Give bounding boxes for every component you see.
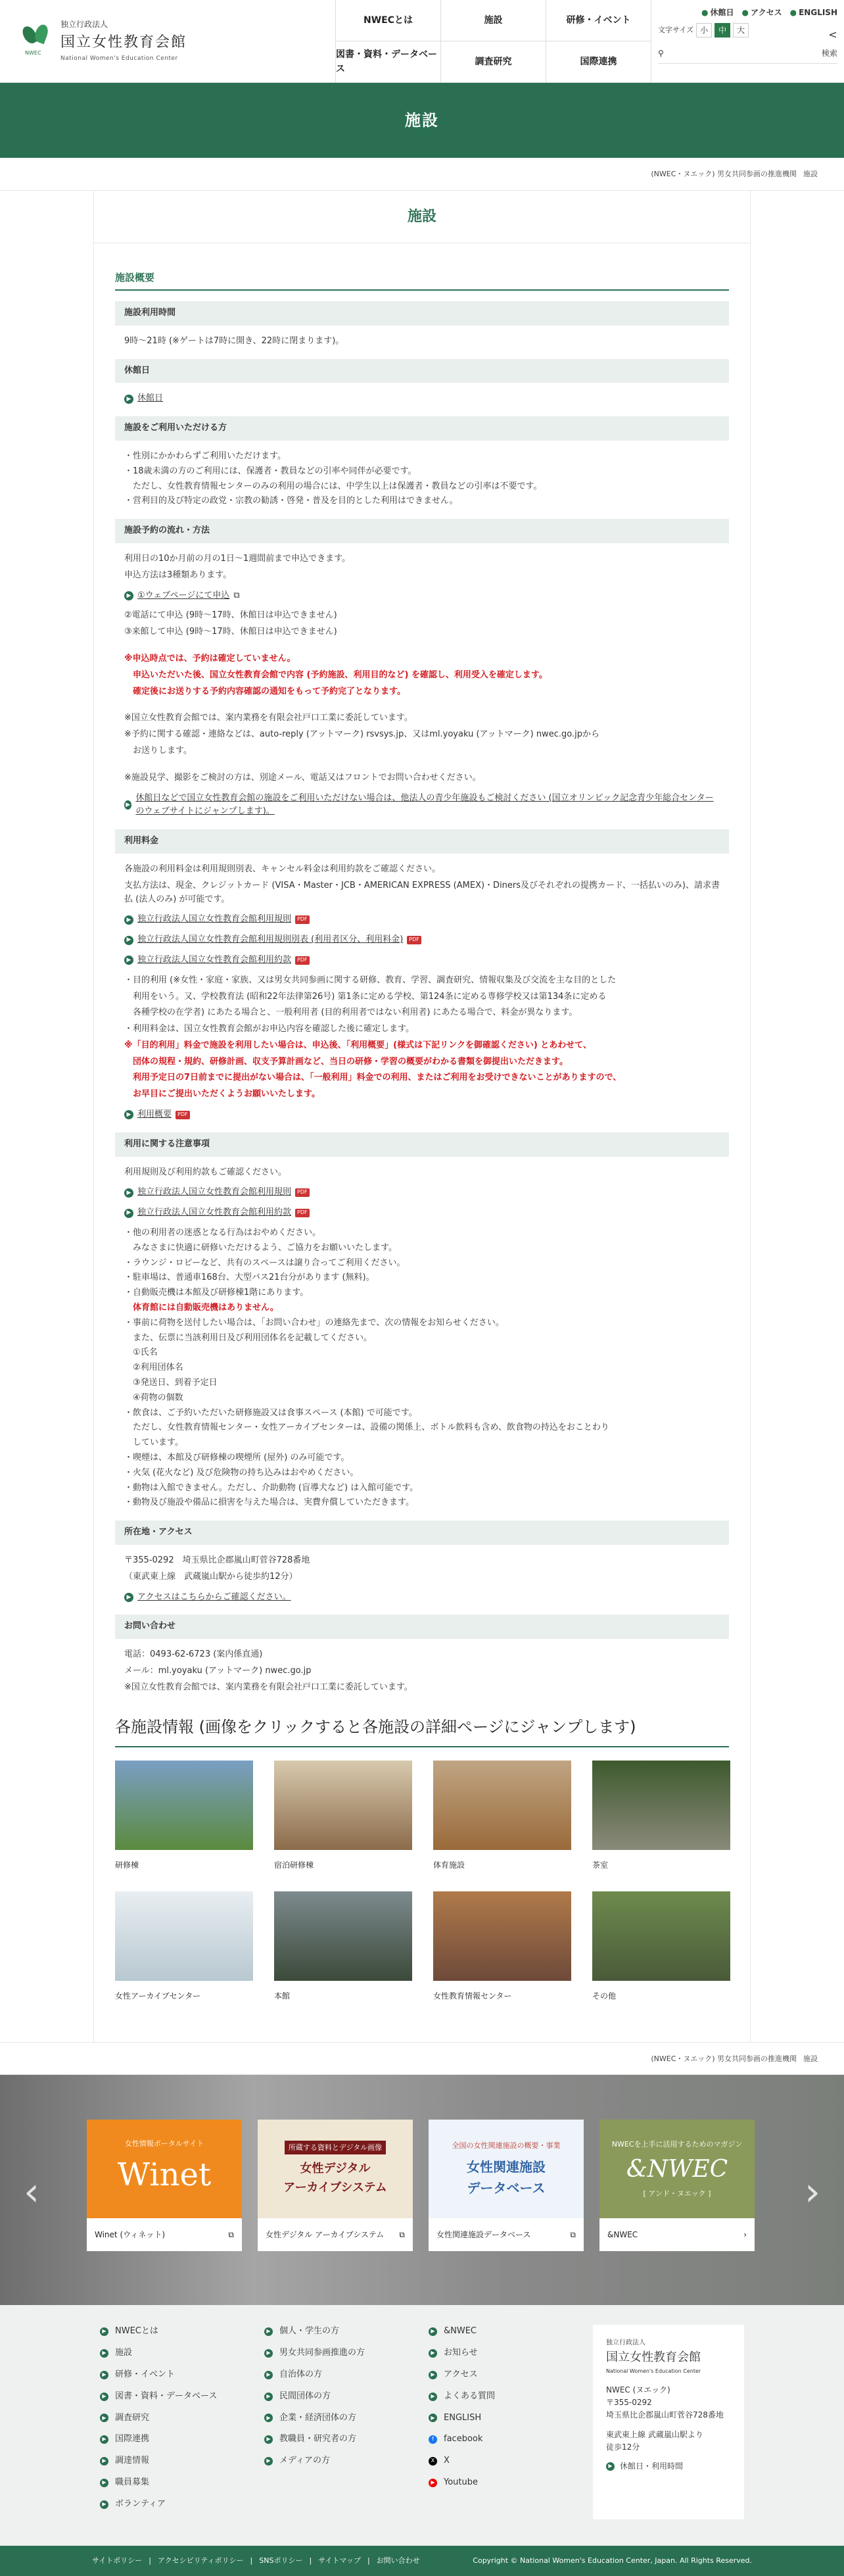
footer-link[interactable]: ▶ 調査研究 [100,2412,264,2425]
footer-link[interactable]: ▶ メディアの方 [264,2454,429,2468]
box-heading: お問い合わせ [115,1615,729,1639]
box-heading: 施設利用時間 [115,301,729,326]
utility-area [651,0,844,82]
text: 申込方法は3種類あります。 [124,570,232,580]
access-link[interactable]: ▶ アクセスはこちらからご確認ください。 [115,1591,729,1605]
site-logo[interactable] [0,0,335,82]
sns-policy-link[interactable]: SNSポリシー [259,2556,303,2565]
external-icon: ⧉ [570,2229,576,2239]
facility-card[interactable]: 体育施設 [433,1761,571,1872]
facility-image [115,1761,253,1850]
search-icon: ⚲ [658,49,664,59]
external-icon: ⧉ [228,2229,234,2239]
footer-link[interactable]: ▶ 企業・経済団体の方 [264,2412,429,2425]
youtube-link[interactable]: ▶ Youtube [429,2476,593,2490]
text: ・利用料金は、国立女性教育会館がお申込内容を確認した後に確定します。 [124,1024,414,1034]
facility-image [115,1891,253,1981]
fee-table-link[interactable]: ▶ 独立行政法人国立女性教育会館利用規則別表 (利用者区分、利用料金) PDF [115,933,729,947]
arrow-icon: ▶ [124,1188,133,1198]
facility-card[interactable]: 研修棟 [115,1761,253,1872]
footer-link[interactable]: ▶ 国際連携 [100,2433,264,2446]
footer-link[interactable]: ▶ 図書・資料・データベース [100,2390,264,2404]
text: 〒355-0292 埼玉県比企郡嵐山町菅谷728番地 [124,1555,310,1565]
search-input[interactable] [668,49,818,59]
text: ②電話にて申込 (9時〜17時、休館日は申込できません) [124,610,337,621]
facilities-heading: 各施設情報 (画像をクリックすると各施設の詳細ページにジャンプします) [115,1714,729,1747]
arrow-icon: ▶ [124,915,133,925]
text: 電話：0493-62-6723 (案内係直通) [124,1649,263,1660]
copyright-bar: サイトポリシー | アクセシビリティポリシー | SNSポリシー | サイトマップ | お問い合わせ Copyright © National Women's Education Center, Japan. All Rights Reserved. [0,2546,844,2576]
sitemap-link[interactable]: サイトマップ [318,2556,361,2565]
pin-icon: ● [741,8,749,17]
footer-closed-link[interactable]: ▶ 休館日・利用時間 [606,2460,731,2473]
notice: ※「目的利用」料金で施設を利用したい場合は、申込後、「利用概要」(様式は下記リンクを御確認ください) とあわせて、 [124,1040,592,1050]
fee-terms-link[interactable]: ▶ 独立行政法人国立女性教育会館利用約款 PDF [115,954,729,967]
footer-link[interactable]: ▶ お知らせ [429,2346,593,2360]
notice: 団体の規程・規約、研修計画、収支予算計画など、当日の研修・学習の概要がわかる書類を御提出いただきます。 [124,1056,568,1067]
share-icon[interactable]: < [828,28,837,41]
util-access-link[interactable]: ● アクセス [741,8,782,17]
arrow-icon: ▶ [124,591,133,600]
banner-facility-db[interactable]: 全国の女性関連施設の概要・事業 女性関連施設 データベース 女性関連施設データベース ⧉ [429,2120,584,2251]
arrow-icon: ▶ [124,1593,133,1602]
notice: ※申込時点では、予約は確定していません。 [124,653,296,664]
footer-link[interactable]: ▶ 職員募集 [100,2476,264,2490]
footer-link[interactable]: ▶ 自治体の方 [264,2368,429,2382]
footer-link[interactable]: ▶ よくある質問 [429,2390,593,2404]
text: ※国立女性教育会館では、案内業務を有限会社戸口工業に委託しています。 [124,713,413,723]
text: 利用日の10か月前の月の1日〜1週間前まで申込できます。 [124,553,351,564]
page-title: 施設 [94,191,750,243]
arrow-icon: ▶ [124,395,133,404]
fontsize-label: 文字サイズ [658,26,694,35]
pdf-icon: PDF [295,1209,310,1217]
page-hero: 施設 [0,83,844,158]
facilities-grid [115,1761,729,2003]
breadcrumb-current: 施設 [803,169,818,178]
arrow-icon: ▶ [124,1209,133,1218]
banner-digital-archive[interactable]: 所蔵する資料とデジタル画像 女性デジタル アーカイブシステム 女性デジタル アーカイブシステム ⧉ [258,2120,413,2251]
util-english-link[interactable]: ● ENGLISH [789,8,837,17]
box-heading: 利用に関する注意事項 [115,1132,729,1157]
search-bar [658,44,837,64]
notes-terms-link[interactable]: ▶ 独立行政法人国立女性教育会館利用約款 PDF [115,1206,729,1220]
footer-link[interactable]: ▶ 研修・イベント [100,2368,264,2382]
pdf-icon: PDF [176,1111,190,1119]
facility-image [274,1761,412,1850]
policy-link[interactable]: サイトポリシー [92,2556,143,2565]
arrow-icon: ▶ [124,936,133,945]
footer-link[interactable]: ▶ 施設 [100,2346,264,2360]
carousel-prev-icon[interactable]: ‹ [24,2169,39,2216]
text: 利用をいう。又、学校教育法 (昭和22年法律第26号) 第1条に定める学校、第124条に定める専修学校又は第134条に定める [124,991,607,1002]
closed-link[interactable]: ▶ 休館日 [115,392,729,406]
facility-card[interactable]: 本館 [274,1891,412,2003]
logo-mark-icon [20,24,53,59]
footer-link[interactable]: ▶ 民間団体の方 [264,2390,429,2404]
text: ※国立女性教育会館では、案内業務を有限会社戸口工業に委託しています。 [124,1682,413,1692]
usage-summary-link[interactable]: ▶ 利用概要 PDF [115,1108,729,1122]
breadcrumb [0,158,844,191]
nav-item[interactable]: 国際連携 [546,41,651,83]
box-heading: 施設をご利用いただける方 [115,416,729,441]
contact-link[interactable]: お問い合わせ [376,2556,420,2565]
text: ③来館して申込 (9時〜17時、休館日は申込できません) [124,627,337,637]
box-heading: 休館日 [115,359,729,383]
notice: 申込いただいた後、国立女性教育会館で内容 (予約施設、利用目的など) を確認し、利用受入を確定します。 [124,669,548,680]
fee-rule-link[interactable]: ▶ 独立行政法人国立女性教育会館利用規則 PDF [115,913,729,927]
facility-card[interactable]: 茶室 [592,1761,730,1872]
global-nav [335,0,651,82]
footer-link[interactable]: ▶ アクセス [429,2368,593,2382]
breadcrumb-home[interactable]: (NWEC・ヌエック) 男女共同参画の推進機関 [651,169,797,178]
facility-image [592,1891,730,1981]
text: ※施設見学、撮影をご検討の方は、別途メール、電話又はフロントでお問い合わせください。 [124,772,481,783]
fontsize-large-button[interactable]: 大 [733,23,749,37]
facility-card[interactable]: 女性教育情報センター [433,1891,571,2003]
text: メール：ml.yoyaku (アットマーク) nwec.go.jp [124,1665,312,1676]
footer-info-box: 独立行政法人 国立女性教育会館 National Women's Education Center NWEC (ヌエック) 〒355-0292 埼玉県比企郡嵐山町菅谷728番地 東武東上線 武蔵嵐山駅より 徒歩12分 ▶ 休館日・利用時間 [593,2325,744,2519]
pdf-icon: PDF [295,956,310,965]
notice: 確定後にお送りする予約内容確認の通知をもって予約完了となります。 [124,686,406,696]
footer-link[interactable]: ▶ NWECとは [100,2325,264,2339]
calendar-icon: ● [701,8,709,17]
footer-link[interactable]: ▶ &NWEC [429,2325,593,2339]
box-heading: 利用料金 [115,829,729,854]
main-content [93,191,751,2042]
users-list: ・性別にかかわらずご利用いただけます。 ・18歳未満の方のご利用には、保護者・教員などの引率や同伴が必要です。 ただし、女性教育情報センターのみの利用の場合には、中学生以上は保護者・教員などの引率は不要です。 ・営利目的及び特定の政党・宗教の勧誘・啓発・普及を目的とした利用はできません。 [124,450,542,506]
facility-card[interactable]: 宿泊研修棟 [274,1761,412,1872]
org-small: 独立行政法人 [60,20,108,30]
notes-list: ・他の利用者の迷惑となる行為はおやめください。 みなさまに快適に研修いただけるよう、ご協力をお願いいたします。 ・ラウンジ・ロビーなど、共有のスペースは譲り合ってご利用ください。 ・駐車場は、普通車168台、大型バス21台分があります (無料)。 ・自動販売機は本館及び研修棟1階にあります。 体育館には自動販売機はありません。 ・事前に荷物を送付したい場合は、「お問い合わせ」の連絡先まで、次の情報をお知らせください。 また、伝票に当該利用日及び利用団体名を記載してください。 ①氏名 ②利用団体名 ③発送日、到着予定日 ④荷物の個数 ・飲食は、ご予約いただいた研修施設又は食事スペース (本館) で可能です。 ただし、女性教育情報センター・女性アーカイブセンターは、設備の関係上、ボトル飲料も含め、飲食物の持込をおことわり しています。 ・喫煙は、本館及び研修棟の喫煙所 (屋外) のみ可能です。 ・火気 (花火など) 及び危険物の持ち込みはおやめください。 ・動物は入館できません。ただし、介助動物 (盲導犬など) は入館可能です。 ・動物及び施設や備品に損害を与えた場合は、実費弁償していただきます。 [124,1228,609,1508]
org-en: National Women's Education Center [60,55,178,62]
text: 利用規則及び利用約款もご確認ください。 [124,1167,287,1177]
facility-card[interactable]: 女性アーカイブセンター [115,1891,253,2003]
site-footer [0,2305,844,2545]
accessibility-link[interactable]: アクセシビリティポリシー [157,2556,244,2565]
notice: お早目にご提出いただくようお願いいたします。 [124,1089,320,1100]
site-header [0,0,844,83]
footer-link[interactable]: ▶ 調達情報 [100,2454,264,2468]
x-link[interactable]: X X [429,2454,593,2468]
footer-link[interactable]: ▶ 教職員・研究者の方 [264,2433,429,2446]
nav-item[interactable]: 研修・イベント [546,0,651,41]
logo-sub: NWEC [25,49,41,56]
footer-col-1 [100,2325,264,2519]
facebook-icon: f [429,2435,437,2444]
banner-winet[interactable]: 女性情報ポータルサイト Winet Winet (ウィネット) ⧉ [87,2120,242,2251]
fontsize-medium-button[interactable]: 中 [715,23,730,37]
text: ※予約に関する確認・連絡などは、auto-reply (アットマーク) rsvsys.jp、又はml.yoyaku (アットマーク) nwec.go.jpから [124,729,599,740]
facility-image [433,1891,571,1981]
nav-item[interactable]: NWECとは [336,0,441,41]
org-name: 国立女性教育会館 [60,34,187,51]
nav-item[interactable]: 施設 [441,0,546,41]
text: 各種学校の在学者) にあたる場合と、一般利用者 (目的利用者ではない利用者) にあたる場合で、料金が異なります。 [124,1008,578,1018]
box-heading: 施設予約の流れ・方法 [115,519,729,543]
globe-icon: ● [789,8,797,17]
facebook-link[interactable]: f facebook [429,2433,593,2446]
youtube-icon: ▶ [429,2479,437,2487]
facility-image [274,1891,412,1981]
breadcrumb-home[interactable]: (NWEC・ヌエック) 男女共同参画の推進機関 [651,2054,797,2063]
breadcrumb-current: 施設 [803,2054,818,2063]
notice: 利用予定日の7日前までに提出がない場合は、「一般利用」料金での利用、またはご利用をお受けできないことがありますので、 [124,1073,622,1083]
arrow-icon: ▶ [124,1110,133,1119]
util-closed-link[interactable]: ● 休館日 [701,8,734,17]
footer-link[interactable]: ▶ 男女共同参画推進の方 [264,2346,429,2360]
facility-image [433,1761,571,1850]
external-icon: ⧉ [399,2229,405,2239]
text: ・目的利用 (※女性・家庭・家族、又は男女共同参画に関する研修、教育、学習、調査研究、情報収集及び交流を主な目的とした [124,975,617,985]
text: お送りします。 [124,745,192,756]
banner-carousel [0,2075,844,2305]
text: 支払方法は、現金、クレジットカード (VISA・Master・JCB・AMERICAN EXPRESS (AMEX)・Diners及びそれぞれの提携カード、一括払いのみ)、請求書払 (法人のみ) が可能です。 [124,880,720,904]
facility-card[interactable]: その他 [592,1891,730,2003]
carousel-next-icon[interactable]: › [805,2169,820,2216]
arrow-icon: ▶ [124,956,133,965]
arrow-icon: ▶ [124,800,131,810]
footer-link[interactable]: ▶ ENGLISH [429,2412,593,2425]
web-reserve-link[interactable]: ▶ ①ウェブページにて申込 ⧉ [115,589,729,603]
banner-andnwec[interactable]: NWECを上手に活用するためのマガジン &NWEC [ アンド・ヌエック ] &NWEC › [599,2120,755,2251]
text: 各施設の利用料金は利用規則別表、キャンセル料金は利用約款をご確認ください。 [124,863,441,874]
x-icon: X [429,2457,437,2466]
text: （東武東上線 武蔵嵐山駅から徒歩約12分） [124,1571,298,1582]
pdf-icon: PDF [295,915,310,924]
nav-item[interactable]: 調査研究 [441,41,546,83]
section-heading: 施設概要 [115,270,729,291]
footer-link[interactable]: ▶ 個人・学生の方 [264,2325,429,2339]
notes-rule-link[interactable]: ▶ 独立行政法人国立女性教育会館利用規則 PDF [115,1186,729,1200]
facility-image [592,1761,730,1850]
search-button[interactable]: 検索 [821,49,837,59]
text: 9時〜21時 (※ゲートは7時に開き、22時に閉まります)。 [124,335,344,346]
nav-item[interactable]: 図書・資料・データベース [336,41,441,83]
footer-col-2 [264,2325,429,2519]
box-heading: 所在地・アクセス [115,1520,729,1545]
copyright: Copyright © National Women's Education Center, Japan. All Rights Reserved. [473,2556,752,2565]
breadcrumb-bottom [0,2042,844,2075]
pdf-icon: PDF [407,936,421,944]
external-icon: ⧉ [233,590,240,600]
fontsize-small-button[interactable]: 小 [696,23,712,37]
pdf-icon: PDF [295,1188,310,1197]
footer-col-3 [429,2325,593,2519]
footer-link[interactable]: ▶ ボランティア [100,2498,264,2512]
other-facility-link[interactable]: ▶ 休館日などで国立女性教育会館の施設をご利用いただけない場合は、他法人の青少年施設もご検討ください (国立オリンピック記念青少年総合センターのウェブサイトにジャンプします)。 [115,792,729,819]
chevron-right-icon: › [743,2229,747,2239]
